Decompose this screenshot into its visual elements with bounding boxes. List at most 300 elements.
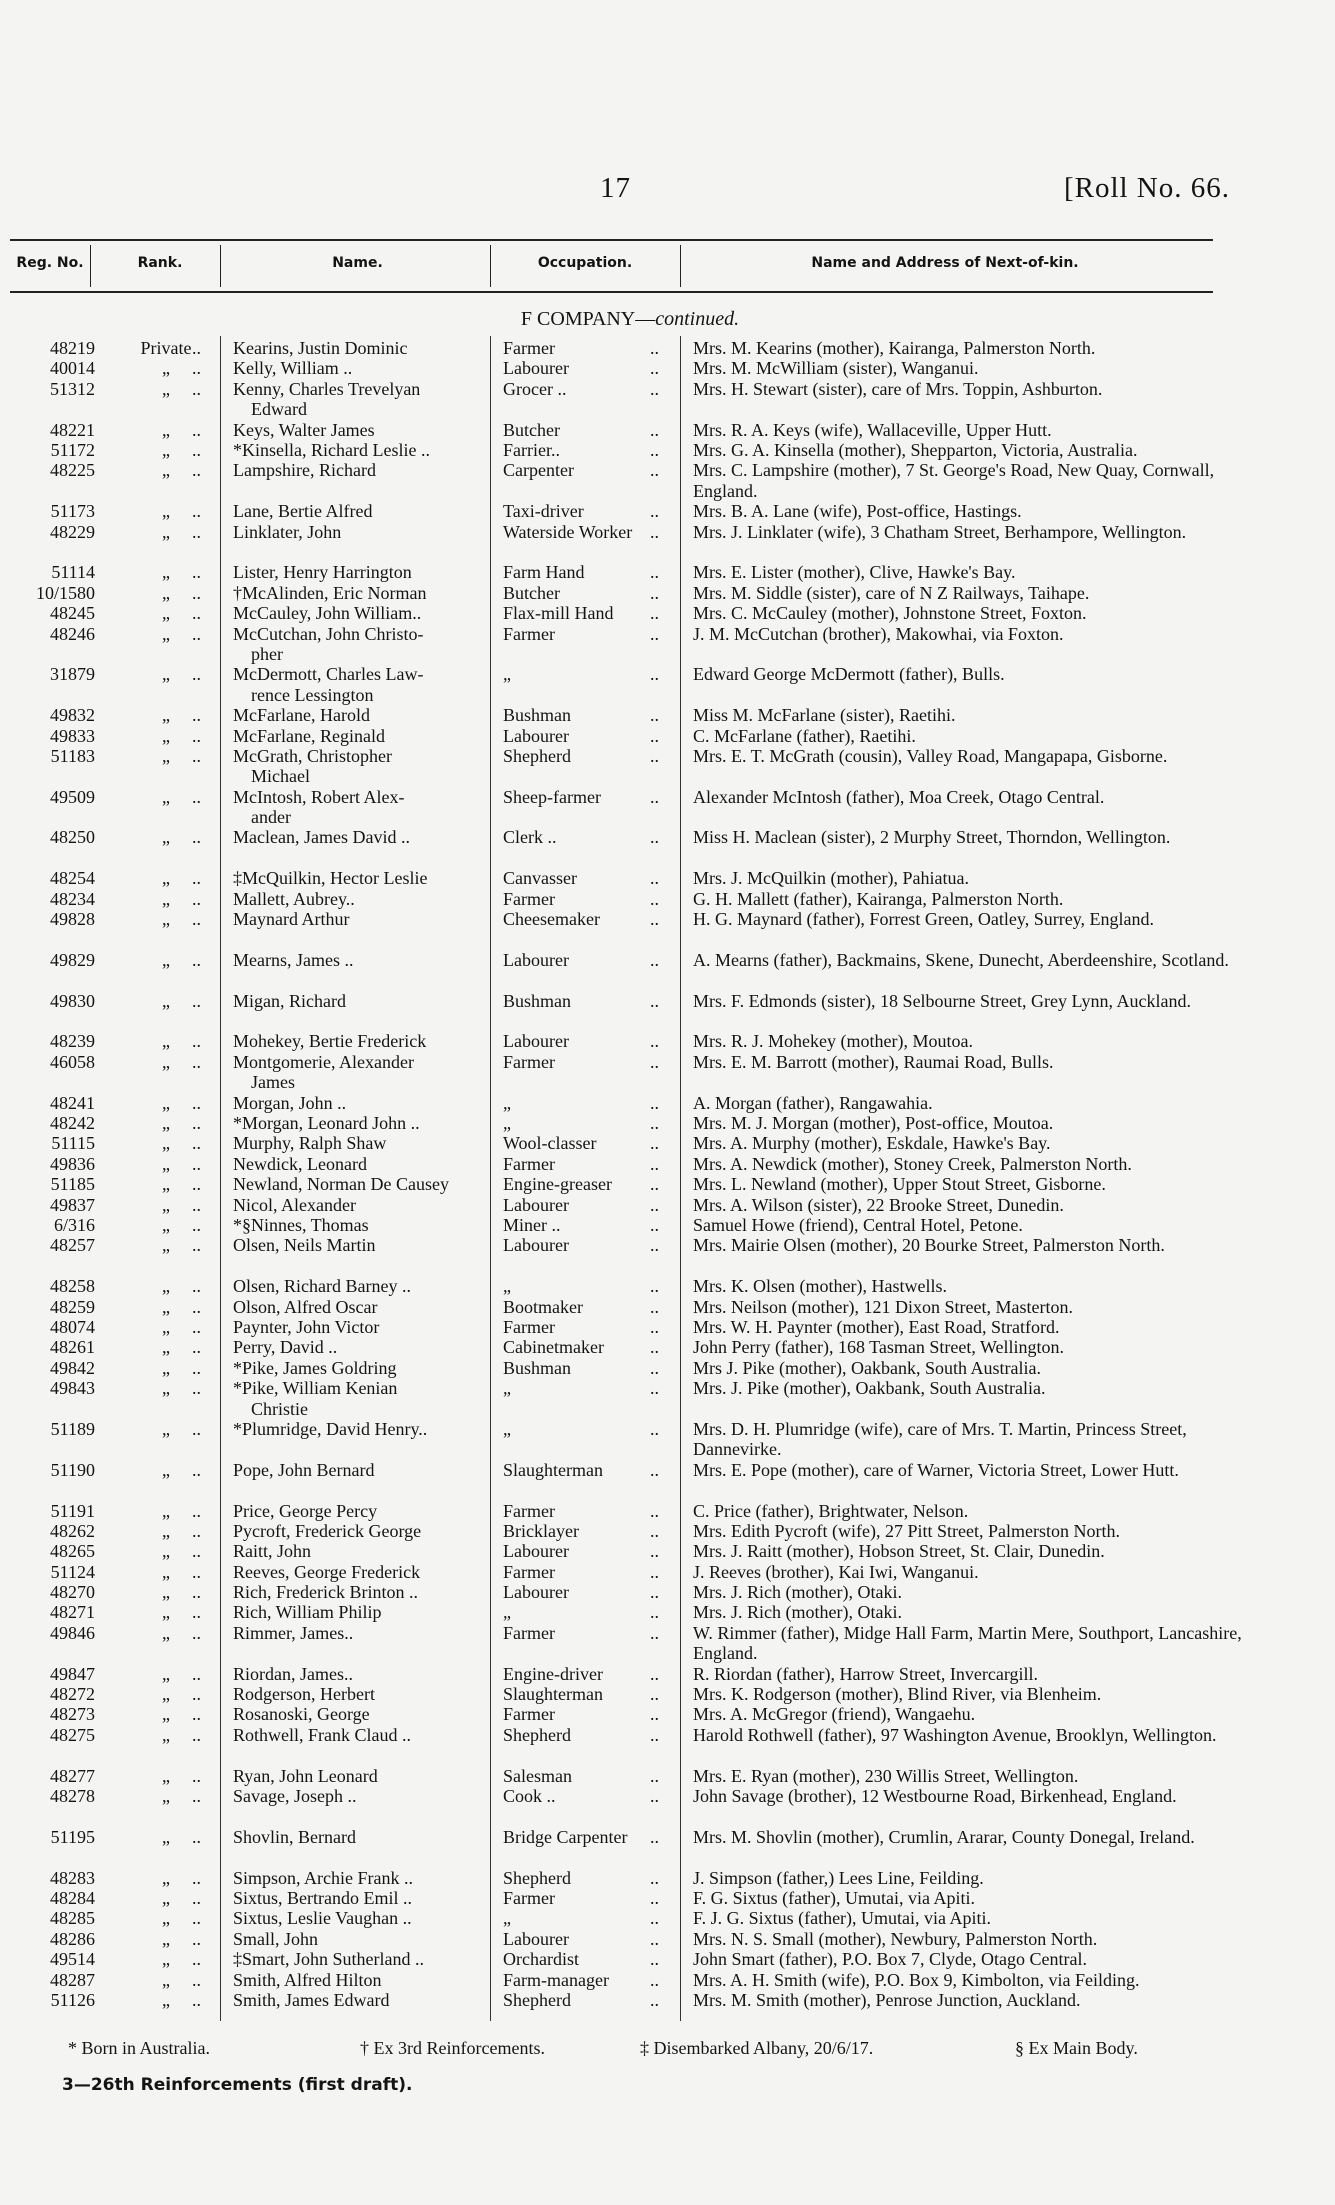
leader-dots: .. xyxy=(192,603,201,624)
rank-cell: „ xyxy=(162,868,170,889)
reg-no-cell: 51191 xyxy=(50,1500,95,1521)
table-row xyxy=(0,583,1335,603)
reg-no-cell: 51173 xyxy=(50,501,95,522)
occupation-cell: Farm Hand xyxy=(503,562,585,583)
leader-dots: .. xyxy=(192,990,201,1011)
next-of-kin-cell: Mrs. J. Pike (mother), Oakbank, South Australia. xyxy=(693,1378,1046,1399)
leader-dots: .. xyxy=(192,1357,201,1378)
reg-no-cell: 48283 xyxy=(50,1867,95,1888)
next-of-kin-cell: Mrs. E. Lister (mother), Clive, Hawke's Bay. xyxy=(693,562,1016,583)
leader-dots: .. xyxy=(192,1684,201,1705)
leader-dots: .. xyxy=(192,705,201,726)
rank-cell: „ xyxy=(162,1582,170,1603)
occupation-cell: Farmer xyxy=(503,1888,555,1908)
col-header-rank: Rank. xyxy=(137,255,183,271)
rank-cell: „ xyxy=(162,1378,170,1399)
rank-cell: „ xyxy=(162,1031,170,1052)
section-title xyxy=(0,308,1260,331)
leader-dots: .. xyxy=(650,1133,659,1154)
next-of-kin-cell: Mrs. A. McGregor (friend), Wangaehu. xyxy=(693,1704,976,1725)
occupation-cell: Farmer xyxy=(503,338,555,358)
occupation-cell: „ xyxy=(503,1276,511,1297)
next-of-kin-cell: Mrs. K. Rodgerson (mother), Blind River, via Blenheim. xyxy=(693,1684,1102,1705)
next-of-kin-cell: J. Reeves (brother), Kai Iwi, Wanganui. xyxy=(693,1561,979,1582)
table-row xyxy=(0,420,1335,440)
leader-dots: .. xyxy=(192,1031,201,1052)
leader-dots: .. xyxy=(192,1622,201,1643)
rank-cell: „ xyxy=(162,460,170,481)
leader-dots: .. xyxy=(650,1826,659,1847)
rank-cell: „ xyxy=(162,1663,170,1684)
occupation-cell: Sheep-farmer xyxy=(503,786,601,807)
leader-dots: .. xyxy=(650,1582,659,1603)
leader-dots: .. xyxy=(192,1704,201,1725)
table-row xyxy=(0,1195,1335,1215)
leader-dots: .. xyxy=(650,1786,659,1807)
name-cell: Small, John xyxy=(233,1928,319,1949)
next-of-kin-cell: W. Rimmer (father), Midge Hall Farm, Martin Mere, Southport, Lancashire, England. xyxy=(693,1622,1242,1664)
leader-dots: .. xyxy=(192,1582,201,1603)
occupation-cell: Farmer xyxy=(503,1622,555,1643)
occupation-cell: Labourer xyxy=(503,1194,569,1215)
rank-cell: „ xyxy=(162,1235,170,1256)
leader-dots: .. xyxy=(650,562,659,583)
name-cell: Montgomerie, Alexander James xyxy=(233,1051,414,1093)
next-of-kin-cell: Mrs. G. A. Kinsella (mother), Shepparton, Victoria, Australia. xyxy=(693,439,1138,460)
occupation-cell: Farmer xyxy=(503,1500,555,1521)
reg-no-cell: 46058 xyxy=(50,1051,95,1072)
occupation-cell: Taxi-driver xyxy=(503,501,584,522)
rank-cell: „ xyxy=(162,1113,170,1134)
reg-no-cell: 48286 xyxy=(50,1928,95,1949)
leader-dots: .. xyxy=(650,1541,659,1562)
page-header xyxy=(0,172,1335,212)
table-row xyxy=(0,1664,1335,1684)
leader-dots: .. xyxy=(650,1194,659,1215)
name-cell: Morgan, John .. xyxy=(233,1092,347,1113)
next-of-kin-cell: Mrs. M. Smith (mother), Penrose Junction, Auckland. xyxy=(693,1989,1081,2010)
occupation-cell: „ xyxy=(503,1113,511,1134)
leader-dots: .. xyxy=(650,909,659,930)
occupation-cell: Bushman xyxy=(503,1357,572,1378)
table-row xyxy=(0,1970,1335,1990)
next-of-kin-cell: Mrs. Neilson (mother), 121 Dixon Street, Masterton. xyxy=(693,1296,1073,1317)
name-cell: Sixtus, Bertrando Emil .. xyxy=(233,1888,412,1908)
occupation-cell: Bricklayer xyxy=(503,1520,579,1541)
table-row xyxy=(0,1990,1335,2010)
rank-cell: „ xyxy=(162,1153,170,1174)
leader-dots: .. xyxy=(192,1500,201,1521)
occupation-cell: „ xyxy=(503,1908,511,1929)
table-row xyxy=(0,1378,1335,1419)
leader-dots: .. xyxy=(650,1357,659,1378)
leader-dots: .. xyxy=(192,1194,201,1215)
occupation-cell: Butcher xyxy=(503,582,560,603)
next-of-kin-cell: Mrs. A. Wilson (sister), 22 Brooke Street, Dunedin. xyxy=(693,1194,1064,1215)
leader-dots: .. xyxy=(192,1214,201,1235)
occupation-cell: Labourer xyxy=(503,1541,569,1562)
leader-dots: .. xyxy=(192,1989,201,2010)
leader-dots: .. xyxy=(650,1418,659,1439)
rank-cell: „ xyxy=(162,1949,170,1970)
table-row xyxy=(0,1174,1335,1194)
rank-cell: „ xyxy=(162,1194,170,1215)
name-cell: ‡Smart, John Sutherland .. xyxy=(233,1949,424,1970)
table-row xyxy=(0,827,1335,868)
reg-no-cell: 10/1580 xyxy=(35,582,95,603)
name-cell: Shovlin, Bernard xyxy=(233,1826,356,1847)
name-cell: Newland, Norman De Causey xyxy=(233,1174,449,1195)
name-cell: McCutchan, John Christo- pher xyxy=(233,623,424,664)
name-cell: Kenny, Charles Trevelyan Edward xyxy=(233,378,421,420)
occupation-cell: Labourer xyxy=(503,1928,569,1949)
rank-cell: „ xyxy=(162,603,170,624)
rank-cell: „ xyxy=(162,1826,170,1847)
leader-dots: .. xyxy=(192,725,201,746)
rank-cell: „ xyxy=(162,1704,170,1725)
next-of-kin-cell: Mrs. F. Edmonds (sister), 18 Selbourne Street, Grey Lynn, Auckland. xyxy=(693,990,1191,1011)
roll-table-body xyxy=(0,338,1335,2010)
table-row xyxy=(0,1154,1335,1174)
rank-cell: „ xyxy=(162,1867,170,1888)
occupation-cell: Grocer .. xyxy=(503,378,567,399)
reg-no-cell: 48245 xyxy=(50,603,95,624)
leader-dots: .. xyxy=(192,1418,201,1439)
next-of-kin-cell: C. McFarlane (father), Raetihi. xyxy=(693,725,916,746)
rank-cell: „ xyxy=(162,1989,170,2010)
name-cell: Smith, James Edward xyxy=(233,1989,390,2010)
name-cell: McGrath, Christopher Michael xyxy=(233,745,392,787)
reg-no-cell: 49830 xyxy=(50,990,95,1011)
occupation-cell: Slaughterman xyxy=(503,1684,603,1705)
occupation-cell: Cook .. xyxy=(503,1786,556,1807)
next-of-kin-cell: Mrs. E. M. Barrott (mother), Raumai Road, Bulls. xyxy=(693,1051,1054,1072)
occupation-cell: Shepherd xyxy=(503,1867,571,1888)
rank-cell: „ xyxy=(162,1418,170,1439)
leader-dots: .. xyxy=(650,1235,659,1256)
next-of-kin-cell: Mrs. M. Siddle (sister), care of N Z Railways, Taihape. xyxy=(693,582,1090,603)
table-row xyxy=(0,1623,1335,1664)
occupation-cell: Farmer xyxy=(503,1051,555,1072)
leader-dots: .. xyxy=(192,1949,201,1970)
table-row xyxy=(0,889,1335,909)
name-cell: Paynter, John Victor xyxy=(233,1316,380,1337)
reg-no-cell: 48271 xyxy=(50,1602,95,1623)
reg-no-cell: 49509 xyxy=(50,786,95,807)
leader-dots: .. xyxy=(192,1908,201,1929)
rank-cell: „ xyxy=(162,1622,170,1643)
leader-dots: .. xyxy=(192,1051,201,1072)
reg-no-cell: 48259 xyxy=(50,1296,95,1317)
leader-dots: .. xyxy=(650,786,659,807)
reg-no-cell: 48265 xyxy=(50,1541,95,1562)
rank-cell: „ xyxy=(162,378,170,399)
table-row xyxy=(0,1235,1335,1276)
next-of-kin-cell: J. M. McCutchan (brother), Makowhai, via Foxton. xyxy=(693,623,1064,644)
page-number: 17 xyxy=(600,172,631,204)
leader-dots: .. xyxy=(650,1928,659,1949)
table-row xyxy=(0,1888,1335,1908)
leader-dots: .. xyxy=(192,1520,201,1541)
reg-no-cell: 48250 xyxy=(50,827,95,848)
reinforcement-batch: 3—26th Reinforcements (first draft). xyxy=(62,2075,413,2095)
name-cell: Kelly, William .. xyxy=(233,358,353,379)
table-row xyxy=(0,460,1335,501)
leader-dots: .. xyxy=(192,1786,201,1807)
reg-no-cell: 48074 xyxy=(50,1316,95,1337)
occupation-cell: Bushman xyxy=(503,990,572,1011)
reg-no-cell: 48242 xyxy=(50,1113,95,1134)
leader-dots: .. xyxy=(650,990,659,1011)
name-cell: Lane, Bertie Alfred xyxy=(233,501,373,522)
reg-no-cell: 48229 xyxy=(50,521,95,542)
leader-dots: .. xyxy=(192,1602,201,1623)
name-cell: *Pike, William Kenian Christie xyxy=(233,1378,398,1419)
name-cell: Murphy, Ralph Shaw xyxy=(233,1133,387,1154)
reg-no-cell: 48273 xyxy=(50,1704,95,1725)
name-cell: †McAlinden, Eric Norman xyxy=(233,582,427,603)
leader-dots: .. xyxy=(192,1541,201,1562)
rank-cell: „ xyxy=(162,786,170,807)
next-of-kin-cell: Mrs. B. A. Lane (wife), Post-office, Hastings. xyxy=(693,501,1022,522)
leader-dots: .. xyxy=(192,1235,201,1256)
leader-dots: .. xyxy=(650,1561,659,1582)
name-cell: *Plumridge, David Henry.. xyxy=(233,1418,428,1439)
leader-dots: .. xyxy=(192,1765,201,1786)
table-row xyxy=(0,705,1335,725)
leader-dots: .. xyxy=(192,1337,201,1358)
next-of-kin-cell: A. Mearns (father), Backmains, Skene, Dunecht, Aberdeenshire, Scotland. xyxy=(693,949,1229,970)
table-row xyxy=(0,787,1335,828)
leader-dots: .. xyxy=(650,1092,659,1113)
table-row xyxy=(0,1317,1335,1337)
leader-dots: .. xyxy=(650,949,659,970)
next-of-kin-cell: R. Riordan (father), Harrow Street, Invercargill. xyxy=(693,1663,1039,1684)
next-of-kin-cell: F. G. Sixtus (father), Umutai, via Apiti. xyxy=(693,1888,976,1908)
next-of-kin-cell: Miss H. Maclean (sister), 2 Murphy Street, Thorndon, Wellington. xyxy=(693,827,1171,848)
next-of-kin-cell: John Perry (father), 168 Tasman Street, Wellington. xyxy=(693,1337,1065,1358)
reg-no-cell: 48262 xyxy=(50,1520,95,1541)
next-of-kin-cell: John Smart (father), P.O. Box 7, Clyde, Otago Central. xyxy=(693,1949,1087,1970)
leader-dots: .. xyxy=(650,501,659,522)
reg-no-cell: 51126 xyxy=(50,1989,95,2010)
table-row xyxy=(0,1460,1335,1501)
leader-dots: .. xyxy=(192,1826,201,1847)
reg-no-cell: 49833 xyxy=(50,725,95,746)
name-cell: ‡McQuilkin, Hector Leslie xyxy=(233,868,428,889)
leader-dots: .. xyxy=(650,1113,659,1134)
reg-no-cell: 49828 xyxy=(50,909,95,930)
next-of-kin-cell: Mrs. A. Murphy (mother), Eskdale, Hawke's Bay. xyxy=(693,1133,1051,1154)
leader-dots: .. xyxy=(650,1989,659,2010)
leader-dots: .. xyxy=(192,623,201,644)
leader-dots: .. xyxy=(650,725,659,746)
reg-no-cell: 48257 xyxy=(50,1235,95,1256)
occupation-cell: Farmer xyxy=(503,1704,555,1725)
rank-cell: „ xyxy=(162,888,170,909)
name-cell: McCauley, John William.. xyxy=(233,603,422,624)
name-cell: Maclean, James David .. xyxy=(233,827,410,848)
reg-no-cell: 48239 xyxy=(50,1031,95,1052)
leader-dots: .. xyxy=(192,1296,201,1317)
reg-no-cell: 48241 xyxy=(50,1092,95,1113)
table-row xyxy=(0,664,1335,705)
occupation-cell: Shepherd xyxy=(503,1989,571,2010)
rank-cell: „ xyxy=(162,1684,170,1705)
leader-dots: .. xyxy=(650,623,659,644)
table-row xyxy=(0,1929,1335,1949)
occupation-cell: „ xyxy=(503,1602,511,1623)
name-cell: Price, George Percy xyxy=(233,1500,378,1521)
leader-dots: .. xyxy=(192,1663,201,1684)
occupation-cell: Farmer xyxy=(503,1561,555,1582)
leader-dots: .. xyxy=(192,1888,201,1908)
occupation-cell: Labourer xyxy=(503,358,569,379)
leader-dots: .. xyxy=(192,1867,201,1888)
name-cell: Pope, John Bernard xyxy=(233,1459,375,1480)
occupation-cell: Labourer xyxy=(503,725,569,746)
column-header-row xyxy=(10,239,1213,293)
rank-cell: „ xyxy=(162,1051,170,1072)
next-of-kin-cell: Mrs. W. H. Paynter (mother), East Road, Stratford. xyxy=(693,1316,1060,1337)
rank-cell: „ xyxy=(162,501,170,522)
table-row xyxy=(0,338,1335,358)
leader-dots: .. xyxy=(192,888,201,909)
table-row xyxy=(0,379,1335,420)
occupation-cell: Slaughterman xyxy=(503,1459,603,1480)
table-row xyxy=(0,1133,1335,1153)
table-row xyxy=(0,1501,1335,1521)
rank-cell: „ xyxy=(162,439,170,460)
leader-dots: .. xyxy=(192,1561,201,1582)
table-row xyxy=(0,1276,1335,1296)
occupation-cell: Clerk .. xyxy=(503,827,557,848)
table-row xyxy=(0,1113,1335,1133)
reg-no-cell: 49847 xyxy=(50,1663,95,1684)
next-of-kin-cell: A. Morgan (father), Rangawahia. xyxy=(693,1092,933,1113)
table-row xyxy=(0,603,1335,623)
name-cell: Maynard Arthur xyxy=(233,909,350,930)
occupation-cell: Miner .. xyxy=(503,1214,561,1235)
rank-cell: „ xyxy=(162,1908,170,1929)
name-cell: Pycroft, Frederick George xyxy=(233,1520,422,1541)
reg-no-cell: 49846 xyxy=(50,1622,95,1643)
table-row xyxy=(0,1419,1335,1460)
leader-dots: .. xyxy=(192,521,201,542)
occupation-cell: Shepherd xyxy=(503,1724,571,1745)
reg-no-cell: 40014 xyxy=(50,358,95,379)
leader-dots: .. xyxy=(192,562,201,583)
reg-no-cell: 51312 xyxy=(50,378,95,399)
leader-dots: .. xyxy=(192,1174,201,1195)
leader-dots: .. xyxy=(192,501,201,522)
reg-no-cell: 51189 xyxy=(50,1418,95,1439)
next-of-kin-cell: J. Simpson (father,) Lees Line, Feilding. xyxy=(693,1867,984,1888)
table-row xyxy=(0,624,1335,665)
col-header-occupation: Occupation. xyxy=(537,255,633,271)
occupation-cell: Flax-mill Hand xyxy=(503,603,614,624)
name-cell: *§Ninnes, Thomas xyxy=(233,1214,369,1235)
table-row xyxy=(0,522,1335,563)
table-row xyxy=(0,950,1335,991)
occupation-cell: Engine-driver xyxy=(503,1663,603,1684)
leader-dots: .. xyxy=(192,1133,201,1154)
occupation-cell: Farmer xyxy=(503,623,555,644)
rank-cell: „ xyxy=(162,1541,170,1562)
occupation-cell: Labourer xyxy=(503,1031,569,1052)
leader-dots: .. xyxy=(650,1969,659,1990)
occupation-cell: Canvasser xyxy=(503,868,577,889)
occupation-cell: Labourer xyxy=(503,949,569,970)
leader-dots: .. xyxy=(192,664,201,685)
reg-no-cell: 51115 xyxy=(51,1133,95,1154)
leader-dots: .. xyxy=(650,603,659,624)
footnote-disembarked: ‡ Disembarked Albany, 20/6/17. xyxy=(640,2038,874,2058)
leader-dots: .. xyxy=(650,1153,659,1174)
rank-cell: „ xyxy=(162,1969,170,1990)
rank-cell: „ xyxy=(162,623,170,644)
table-row xyxy=(0,1215,1335,1235)
table-row xyxy=(0,1704,1335,1724)
rank-cell: „ xyxy=(162,664,170,685)
occupation-cell: Carpenter xyxy=(503,460,574,481)
leader-dots: .. xyxy=(650,1622,659,1643)
next-of-kin-cell: Mrs. H. Stewart (sister), care of Mrs. Toppin, Ashburton. xyxy=(693,378,1103,399)
name-cell: McFarlane, Harold xyxy=(233,705,370,726)
name-cell: Rosanoski, George xyxy=(233,1704,370,1725)
leader-dots: .. xyxy=(650,1704,659,1725)
occupation-cell: Salesman xyxy=(503,1765,572,1786)
leader-dots: .. xyxy=(650,582,659,603)
table-row xyxy=(0,440,1335,460)
reg-no-cell: 48285 xyxy=(50,1908,95,1929)
leader-dots: .. xyxy=(192,745,201,766)
rank-cell: Private xyxy=(140,338,192,358)
name-cell: Raitt, John xyxy=(233,1541,312,1562)
leader-dots: .. xyxy=(650,378,659,399)
name-cell: Kearins, Justin Dominic xyxy=(233,338,408,358)
name-cell: Keys, Walter James xyxy=(233,419,375,440)
rank-cell: „ xyxy=(162,1337,170,1358)
table-row xyxy=(0,1766,1335,1786)
leader-dots: .. xyxy=(650,1378,659,1399)
reg-no-cell: 48270 xyxy=(50,1582,95,1603)
occupation-cell: Engine-greaser xyxy=(503,1174,612,1195)
leader-dots: .. xyxy=(192,1153,201,1174)
next-of-kin-cell: Mrs. K. Olsen (mother), Hastwells. xyxy=(693,1276,947,1297)
leader-dots: .. xyxy=(650,1316,659,1337)
name-cell: Ryan, John Leonard xyxy=(233,1765,378,1786)
leader-dots: .. xyxy=(192,1092,201,1113)
name-cell: Reeves, George Frederick xyxy=(233,1561,421,1582)
leader-dots: .. xyxy=(650,338,659,358)
table-row xyxy=(0,909,1335,950)
next-of-kin-cell: Mrs. R. J. Mohekey (mother), Moutoa. xyxy=(693,1031,973,1052)
occupation-cell: Wool-classer xyxy=(503,1133,597,1154)
name-cell: Linklater, John xyxy=(233,521,342,542)
name-cell: Smith, Alfred Hilton xyxy=(233,1969,382,1990)
next-of-kin-cell: Mrs. J. McQuilkin (mother), Pahiatua. xyxy=(693,868,969,889)
rank-cell: „ xyxy=(162,419,170,440)
rank-cell: „ xyxy=(162,1459,170,1480)
leader-dots: .. xyxy=(192,1378,201,1399)
leader-dots: .. xyxy=(192,1276,201,1297)
table-row xyxy=(0,1582,1335,1602)
occupation-cell: Butcher xyxy=(503,419,560,440)
leader-dots: .. xyxy=(192,378,201,399)
occupation-cell: Labourer xyxy=(503,1582,569,1603)
reg-no-cell: 49836 xyxy=(50,1153,95,1174)
